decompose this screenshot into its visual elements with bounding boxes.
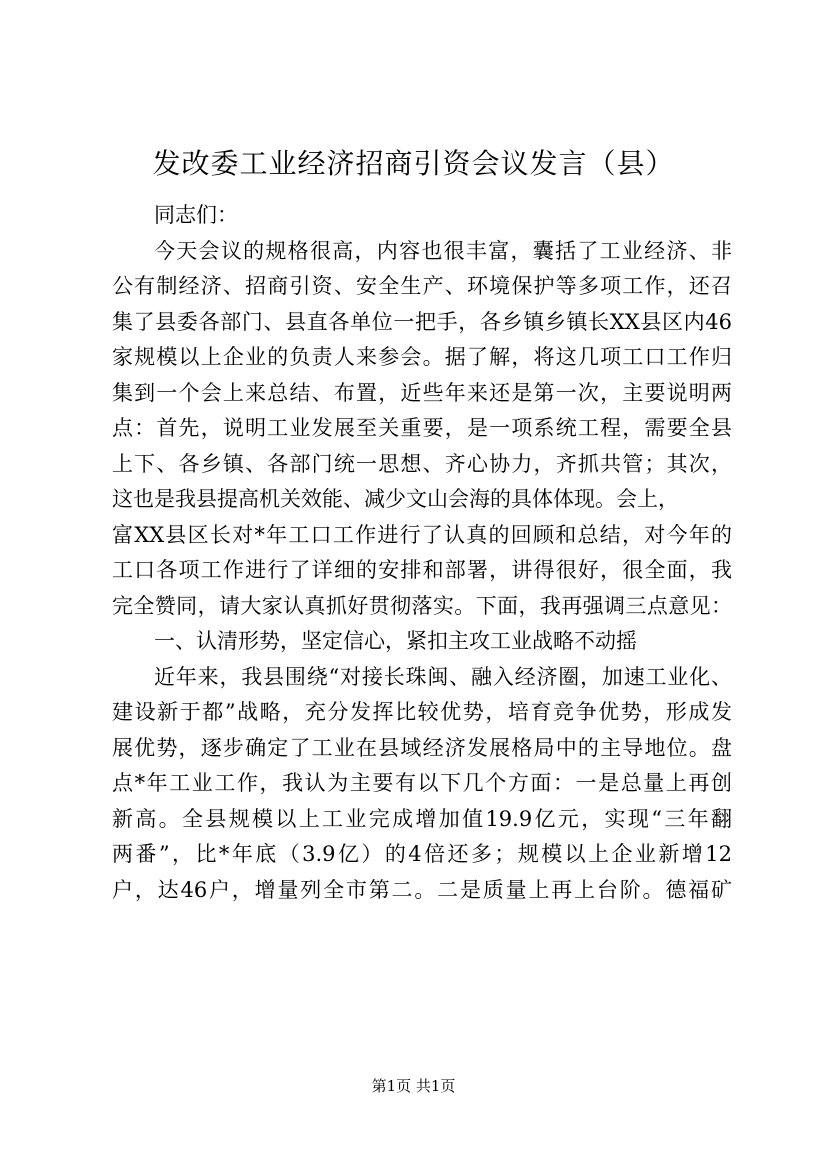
text-line: 这也是我县提高机关效能、减少文山会海的具体体现。会上， <box>112 487 679 511</box>
text-line: 近年来，我县围绕“对接长珠闽、融入经济圈，加速工业化、 <box>154 664 732 689</box>
text-line: 同志们： <box>154 203 238 227</box>
text-line: 公有制经济、招商引资、安全生产、环境保护等多项工作，还召 <box>112 274 732 298</box>
text-line: 集到一个会上来总结、布置，近些年来还是第一次，主要说明两 <box>112 380 732 405</box>
text-line: 两番”，比*年底（3.9亿）的4倍还多；规模以上企业新增12 <box>112 842 732 866</box>
text-line: 集了县委各部门、县直各单位一把手，各乡镇乡镇长XX县区内46 <box>112 309 732 334</box>
text-line: 上下、各乡镇、各部门统一思想、齐心协力，齐抓共管；其次， <box>112 451 732 476</box>
text-line: 富XX县区长对*年工口工作进行了认真的回顾和总结，对今年的 <box>112 522 732 547</box>
text-line: 展优势，逐步确定了工业在县域经济发展格局中的主导地位。盘 <box>112 735 732 760</box>
page-footer: 第1页 共1页 <box>371 1077 456 1095</box>
text-line: 新高。全县规模以上工业完成增加值19.9亿元，实现“三年翻 <box>112 806 732 831</box>
text-line: 工口各项工作进行了详细的安排和部署，讲得很好，很全面，我 <box>112 558 732 582</box>
text-line: 建设新于都”战略，充分发挥比较优势，培育竞争优势，形成发 <box>112 700 732 724</box>
document-title: 发改委工业经济招商引资会议发言（县） <box>152 147 675 180</box>
text-line: 今天会议的规格很高，内容也很丰富，囊括了工业经济、非 <box>154 238 732 263</box>
text-line: 一、认清形势，坚定信心，紧扣主攻工业战略不动摇 <box>154 629 637 653</box>
text-line: 点：首先，说明工业发展至关重要，是一项系统工程，需要全县 <box>112 416 732 440</box>
text-line: 户，达46户，增量列全市第二。二是质量上再上台阶。德福矿 <box>112 877 732 902</box>
text-line: 完全赞同，请大家认真抓好贯彻落实。下面，我再强调三点意见： <box>112 593 732 618</box>
text-line: 家规模以上企业的负责人来参会。据了解，将这几项工口工作归 <box>112 345 732 369</box>
text-line: 点*年工业工作，我认为主要有以下几个方面：一是总量上再创 <box>112 771 732 795</box>
document-body <box>112 198 732 908</box>
